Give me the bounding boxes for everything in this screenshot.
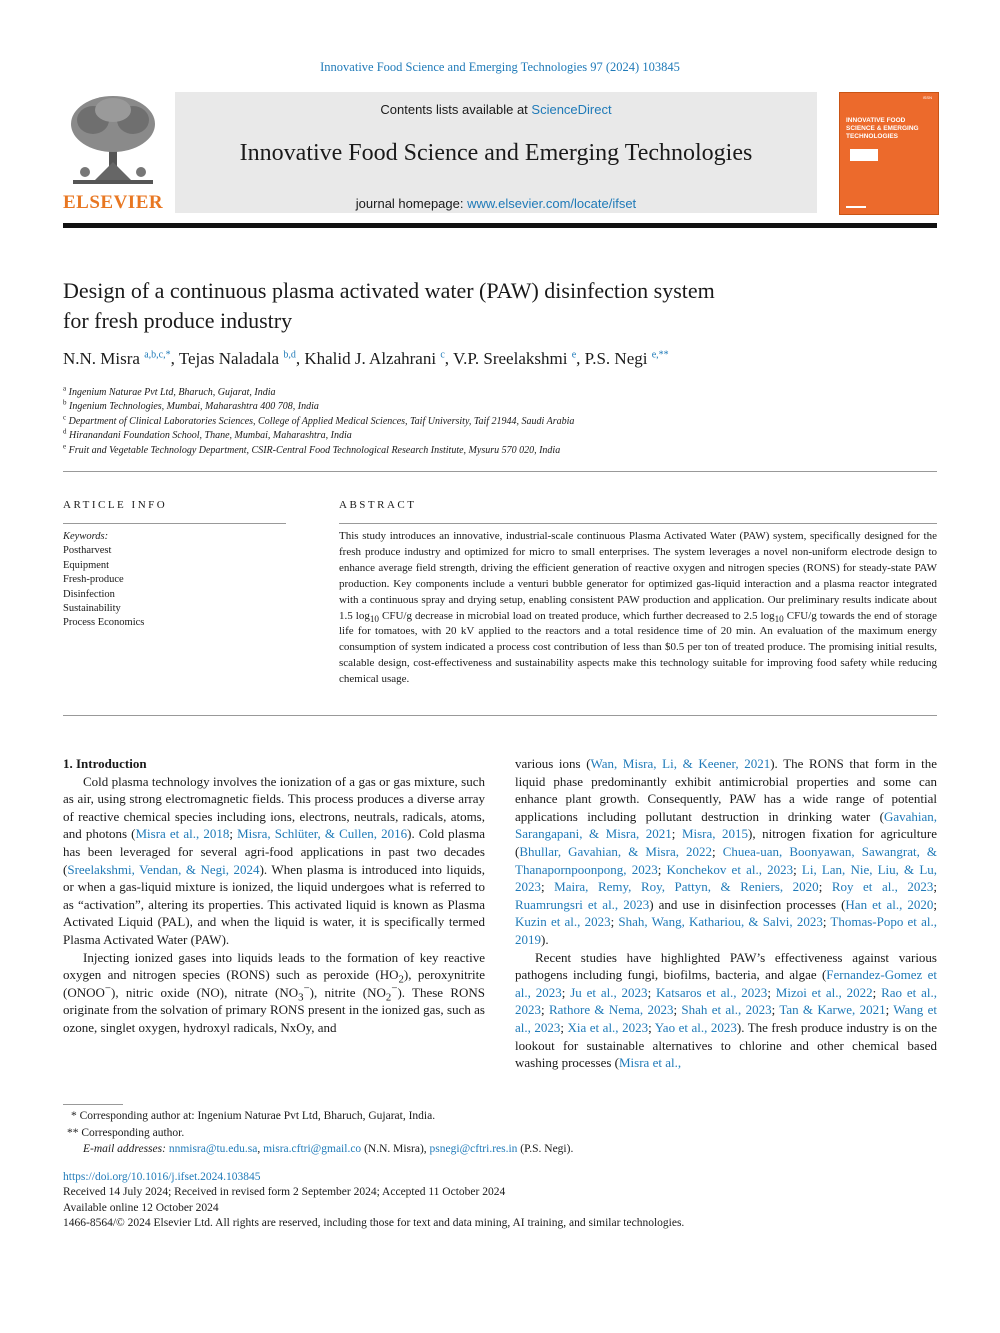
citation-link[interactable]: Roy et al., 2023 — [831, 879, 934, 895]
author-affiliation-sup[interactable]: e — [571, 349, 577, 361]
section-heading-introduction: 1. Introduction — [63, 756, 147, 771]
footnote-emails: E-mail addresses: nnmisra@tu.edu.sa, misra.cftri@gmail.co (N.N. Misra), psnegi@cftri.res.in (P.S. Negi). — [83, 1143, 574, 1155]
citation-link[interactable]: Yao et al., 2023 — [654, 1019, 737, 1035]
cover-logo-box — [850, 149, 878, 161]
citation-link[interactable]: Shah, Wang, Kathariou, & Salvi, 2023 — [618, 914, 823, 930]
doi-link[interactable]: https://doi.org/10.1016/j.ifset.2024.103845 — [63, 1171, 261, 1183]
received-dates: Received 14 July 2024; Received in revised form 2 September 2024; Accepted 11 October 2024 — [63, 1186, 506, 1199]
affiliation-text: Hiranandani Foundation School, Thane, Mumbai, Maharashtra, India — [69, 430, 352, 442]
article-info-heading: ARTICLE INFO — [63, 499, 168, 511]
elsevier-wordmark: ELSEVIER — [63, 192, 164, 213]
contents-prefix: Contents lists available at — [380, 102, 532, 117]
abstract-divider — [339, 523, 937, 524]
affiliation-item — [63, 415, 937, 429]
citation-link[interactable]: Li, Lan, Nie, Liu, & Lu, 2023 — [515, 861, 938, 895]
citation-link[interactable]: Bhullar, Gavahian, & Misra, 2022 — [519, 843, 713, 859]
affiliation-sup: e — [63, 442, 67, 451]
citation-link[interactable]: Chuea-uan, Boonyawan, Sawangrat, & Thanapornpoonpong, 2023 — [515, 843, 937, 877]
citation-link[interactable]: Wan, Misra, Li, & Keener, 2021 — [590, 756, 771, 771]
cover-issn: ISSN — [922, 95, 932, 100]
author-name[interactable]: Tejas Naladala — [178, 349, 280, 368]
author-name[interactable]: Khalid J. Alzahrani — [304, 349, 437, 368]
copyright-line: 1466-8564/© 2024 Elsevier Ltd. All rights are reserved, including those for text and data mining, AI training, and similar technologies. — [63, 1216, 685, 1229]
keyword-item: Fresh-produce — [63, 574, 124, 586]
affiliation-item — [63, 429, 937, 443]
keyword-item: Disinfection — [63, 588, 115, 600]
affiliation-sup: d — [63, 427, 67, 436]
affiliation-text: Ingenium Technologies, Mumbai, Maharashtra 400 708, India — [69, 401, 319, 413]
author-affiliation-sup[interactable]: e,** — [651, 349, 669, 361]
email-link[interactable]: misra.cftri@gmail.co — [263, 1143, 362, 1155]
keyword-item: Sustainability — [63, 603, 121, 615]
citation-link[interactable]: Maira, Remy, Roy, Pattyn, & Reniers, 2020 — [554, 879, 819, 895]
author-affiliation-sup[interactable]: b,d — [283, 349, 296, 361]
header-divider — [63, 223, 937, 228]
elsevier-logo — [63, 92, 163, 215]
citation-link[interactable]: Sreelakshmi, Vendan, & Negi, 2024 — [67, 861, 260, 877]
journal-banner — [175, 92, 817, 213]
citation-link[interactable]: Wang et al., 2023 — [515, 1002, 937, 1035]
keyword-item: Equipment — [63, 559, 110, 571]
cover-footer-mark — [846, 206, 866, 208]
citation-link[interactable]: Mizoi et al., 2022 — [775, 984, 873, 1000]
abstract-text — [339, 529, 937, 688]
article-footer — [63, 1170, 937, 1231]
journal-cover-thumbnail[interactable] — [839, 92, 939, 215]
article-info-divider — [63, 523, 286, 524]
affiliation-text: Fruit and Vegetable Technology Department, CSIR-Central Food Technological Research Institute, Mysuru 570 020, India — [68, 444, 561, 456]
citation-link[interactable]: Ruamrungsri et al., 2023 — [515, 896, 650, 912]
footnote-corresponding-1: * Corresponding author at: Ingenium Naturae Pvt Ltd, Bharuch, Gujarat, India. — [71, 1110, 436, 1122]
footnotes — [63, 1108, 937, 1158]
available-online-date: Available online 12 October 2024 — [63, 1201, 219, 1214]
contents-line — [175, 102, 817, 117]
citation-link[interactable]: Thomas-Popo et al., 2019 — [515, 914, 937, 947]
affiliation-divider — [63, 471, 937, 472]
affiliation-list — [63, 386, 937, 458]
body-column-left — [63, 755, 485, 1037]
body-column-right — [515, 755, 937, 1072]
citation-link[interactable]: Tan & Karwe, 2021 — [779, 1002, 886, 1018]
affiliation-text: Ingenium Naturae Pvt Ltd, Bharuch, Gujarat, India — [68, 387, 276, 398]
citation-link[interactable]: Ju et al., 2023 — [570, 984, 648, 1000]
cover-title: INNOVATIVE FOOD SCIENCE & EMERGING TECHNOLOGIES — [846, 117, 919, 140]
homepage-line — [175, 196, 817, 211]
citation-link[interactable]: Konchekov et al., 2023 — [666, 861, 794, 877]
abstract-subscript: 10 — [774, 613, 784, 624]
citation-link[interactable]: Xia et al., 2023 — [567, 1019, 649, 1035]
article-title — [63, 276, 937, 336]
citation-link[interactable]: Shah et al., 2023 — [681, 1002, 772, 1018]
citation-link[interactable]: Fernandez-Gomez et al., 2023 — [515, 967, 937, 1000]
homepage-prefix: journal homepage: — [355, 196, 468, 211]
body-paragraph: Recent studies have highlighted PAW’s effectiveness against various pathogens including fungi, biofilms, bacteria, and algae (Fernandez-Gomez et al., 2023; Ju et al., 2023; Katsaros et al., 2023; Mizoi et al., 2022; Rao et al., 2023; Rathore & Nema, 2023; Shah et al., 2023; Tan & Karwe, 2021; Wang et al., 2023; Xia et al., 2023; Yao et al., 2023). The fresh produce industry is on the lookout for sustainable alternatives to chlorine and other chemical based washing processes (Misra et al., — [515, 949, 937, 1071]
citation-link[interactable]: Katsaros et al., 2023 — [656, 984, 768, 1000]
abstract-part: This study introduces an innovative, industrial-scale continuous Plasma Activated Water (PAW) system, specifically designed for the fresh produce industry and optimized for micro to small enterprises. The system leverages a novel non-uniform electrode design to enhance average field strength, driving the efficient generation of reactive oxygen and nitrogen species (RONS) for steady-state PAW production. Key components include a venturi bubble generator for optimized gas-liquid interaction and a plasma reactor integrated with a continuous spray and drying setup, enabling consistent PAW production and application. Our preliminary results indicate about 1.5 log — [339, 530, 937, 622]
affiliation-text: Department of Clinical Laboratories Sciences, College of Applied Medical Sciences, Taif University, Taif 21944, Saudi Arabia — [68, 415, 575, 427]
affiliation-sup: a — [63, 384, 67, 393]
email-link[interactable]: nnmisra@tu.edu.sa — [168, 1143, 258, 1155]
abstract-heading: ABSTRACT — [339, 499, 417, 511]
citation-link[interactable]: Gavahian, Sarangapani, & Misra, 2021 — [515, 808, 937, 842]
keyword-item: Process Economics — [63, 617, 145, 629]
author-name[interactable]: V.P. Sreelakshmi — [452, 349, 568, 368]
keyword-item: Postharvest — [63, 545, 112, 557]
affiliation-sup: c — [63, 413, 67, 422]
author-name[interactable]: P.S. Negi — [584, 349, 648, 368]
author-affiliation-sup[interactable]: a,b,c,* — [144, 349, 171, 361]
citation-link[interactable]: Misra et al., — [618, 1055, 682, 1071]
footnote-divider — [63, 1104, 123, 1105]
journal-title: Innovative Food Science and Emerging Technologies — [239, 140, 753, 166]
affiliation-item — [63, 400, 937, 414]
citation-link[interactable]: Misra et al., 2018 — [135, 826, 230, 842]
article-title-line-2: for fresh produce industry — [63, 308, 293, 333]
citation-link[interactable]: Rao et al., 2023 — [515, 984, 937, 1018]
abstract-part: CFU/g decrease in microbial load on treated produce, which further decreased to 2.5 log — [379, 609, 775, 622]
journal-header — [63, 92, 937, 215]
body-paragraph: Cold plasma technology involves the ionization of a gas or gas mixture, such as air, using strong electromagnetic fields. This process produces a diverse array of reactive chemical species including ions, electrons, neutrals, radicals, atoms, and photons (Misra et al., 2018; Misra, Schlüter, & Cullen, 2016). Cold plasma has been leveraged for several agri-food applications in past two decades (Sreelakshmi, Vendan, & Negi, 2024). When plasma is introduced into liquids, or when a gas-liquid mixture is ionized, the liquid undergoes what is referred to as “activation”, altering its properties. This activated liquid is known as Plasma Activated Liquid (PAL), and when the liquid is water, it is specifically termed Plasma Activated Water (PAW). — [63, 773, 485, 947]
citation-link[interactable]: Han et al., 2020 — [845, 896, 934, 912]
sciencedirect-link[interactable]: ScienceDirect — [531, 102, 612, 117]
body-paragraph: various ions (Wan, Misra, Li, & Keener, 2021). The RONS that form in the liquid phase predominantly exhibit antimicrobial properties and some can enhance plant growth. Consequently, PAW has a wide range of potential applications including pollutant destruction in drinking water (Gavahian, Sarangapani, & Misra, 2021; Misra, 2015), nitrogen fixation for agriculture (Bhullar, Gavahian, & Misra, 2022; Chuea-uan, Boonyawan, Sawangrat, & Thanapornpoonpong, 2023; Konchekov et al., 2023; Li, Lan, Nie, Liu, & Lu, 2023; Maira, Remy, Roy, Pattyn, & Reniers, 2020; Roy et al., 2023; Ruamrungsri et al., 2023) and use in disinfection processes (Han et al., 2020; Kuzin et al., 2023; Shah, Wang, Kathariou, & Salvi, 2023; Thomas-Popo et al., 2019). — [515, 756, 938, 947]
article-title-line-1: Design of a continuous plasma activated water (PAW) disinfection system — [63, 278, 715, 303]
email-link[interactable]: psnegi@cftri.res.in — [429, 1143, 518, 1155]
journal-homepage-link[interactable]: www.elsevier.com/locate/ifset — [467, 196, 637, 211]
author-affiliation-sup[interactable]: c — [440, 349, 445, 361]
keywords-label: Keywords: — [63, 531, 109, 542]
abstract-bottom-divider — [63, 715, 937, 716]
affiliation-item — [63, 444, 937, 458]
journal-reference-link[interactable]: Innovative Food Science and Emerging Technologies 97 (2024) 103845 — [320, 60, 680, 74]
citation-link[interactable]: Misra, Schlüter, & Cullen, 2016 — [237, 826, 408, 842]
email-label: E-mail addresses: — [83, 1143, 169, 1155]
citation-link[interactable]: Misra, 2015 — [681, 826, 749, 842]
body-paragraph: Injecting ionized gases into liquids leads to the formation of key reactive oxygen and nitrogen species (RONS) such as peroxide $(HO_2)$, peroxynitrite (ONOO−), nitric oxide (NO), nitrate $(NO_3^-)$, nitrite $(NO_2^-)$. These RONS originate from the solvation of primary RONS present in the ionized gas, such as ozone, singlet oxygen, hydroxyl radicals, NxOy, and — [63, 949, 486, 1035]
citation-link[interactable]: Rathore & Nema, 2023 — [548, 1002, 674, 1018]
abstract-subscript: 10 — [369, 613, 379, 624]
citation-link[interactable]: Kuzin et al., 2023 — [515, 914, 611, 930]
footnote-corresponding-2: ** Corresponding author. — [67, 1126, 185, 1139]
abstract-part: CFU/g towards the end of storage life for tomatoes, with 20 kV applied to the reactors and a total residence time of 20 min. An evaluation of the maximum energy consumption of system indicated a process cost contribution of less than $0.5 per ton of treated produce. The promising initial results, scalable design, cost-effectiveness and sustainability aspects make this technology suitable for improving food safety while reducing chemical usage. — [339, 609, 937, 686]
elsevier-tree-icon — [63, 92, 163, 192]
affiliation-item — [63, 386, 937, 400]
author-list: N.N. Misra $^{a,b,c,*}$, Tejas Naladala $^{b,d}$, Khalid J. Alzahrani $^c$, V.P. Sreelakshmi $^e$, P.S. Negi $^{e,**}$ — [63, 349, 669, 368]
affiliation-sup: b — [63, 399, 67, 408]
author-name[interactable]: N.N. Misra — [63, 349, 140, 368]
keywords-block — [63, 530, 286, 631]
